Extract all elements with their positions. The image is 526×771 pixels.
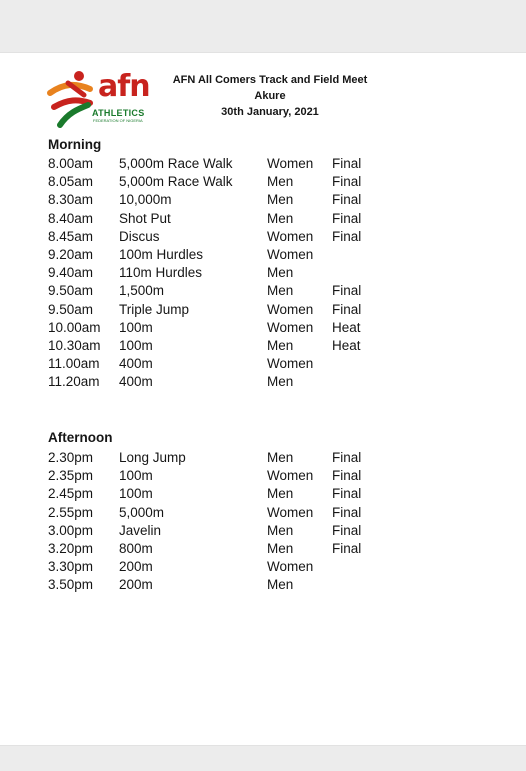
time-cell: 2.35pm: [48, 468, 94, 484]
event-cell: 100m: [119, 468, 153, 484]
round-cell: Final: [332, 228, 362, 244]
gender-cell: Men: [267, 577, 294, 593]
morning-heading: Morning: [48, 137, 102, 152]
time-cell: 8.05am: [48, 174, 94, 190]
time-cell: 8.30am: [48, 192, 94, 208]
schedule-row: [0, 467, 526, 485]
gender-cell: Men: [267, 192, 294, 208]
gender-cell: Women: [267, 468, 314, 484]
gender-cell: Women: [267, 559, 314, 575]
event-cell: 110m Hurdles: [119, 265, 203, 281]
schedule-row: [0, 155, 526, 173]
gender-cell: Men: [267, 486, 294, 502]
round-cell: Final: [332, 192, 362, 208]
schedule-row: [0, 522, 526, 540]
event-cell: 800m: [119, 541, 153, 556]
gender-cell: Women: [267, 156, 314, 171]
gender-cell: Men: [267, 210, 294, 226]
schedule-row: [0, 264, 526, 282]
gender-cell: Men: [267, 541, 294, 556]
schedule-row: [0, 540, 526, 558]
bottom-bar: [0, 745, 526, 771]
gender-cell: Men: [267, 174, 294, 190]
round-cell: Heat: [332, 338, 361, 353]
time-cell: 2.55pm: [48, 504, 94, 520]
event-cell: 200m: [119, 559, 153, 575]
schedule-row: [0, 228, 526, 246]
time-cell: 2.30pm: [48, 450, 94, 465]
event-cell: 5,000m: [119, 504, 165, 520]
document-title: AFN All Comers Track and Field Meet: [172, 74, 368, 86]
top-bar: [0, 0, 526, 53]
event-cell: 200m: [119, 577, 153, 593]
schedule-row: [0, 301, 526, 319]
round-cell: Final: [332, 156, 362, 171]
schedule-row: [0, 282, 526, 300]
gender-cell: Women: [267, 228, 314, 244]
time-cell: 11.00am: [48, 356, 100, 372]
event-cell: Shot Put: [119, 210, 171, 226]
event-cell: Discus: [119, 228, 160, 244]
schedule-row: [0, 504, 526, 522]
schedule-row: [0, 485, 526, 503]
time-cell: 8.00am: [48, 156, 94, 171]
gender-cell: Men: [267, 522, 294, 538]
time-cell: 9.40am: [48, 265, 94, 281]
schedule-row: [0, 246, 526, 264]
event-cell: 10,000m: [119, 192, 172, 208]
event-cell: 100m: [119, 319, 153, 335]
time-cell: 3.00pm: [48, 522, 94, 538]
schedule-row: [0, 319, 526, 337]
event-cell: 400m: [119, 356, 153, 372]
gender-cell: Men: [267, 265, 294, 281]
time-cell: 9.20am: [48, 247, 94, 262]
schedule-row: [0, 373, 526, 391]
time-cell: 11.20am: [48, 374, 100, 390]
gender-cell: Men: [267, 338, 294, 353]
round-cell: Final: [332, 450, 362, 465]
time-cell: 9.50am: [48, 283, 94, 299]
event-cell: 100m: [119, 338, 153, 353]
time-cell: 3.20pm: [48, 541, 94, 556]
gender-cell: Women: [267, 301, 314, 317]
schedule-row: [0, 449, 526, 467]
round-cell: Final: [332, 283, 362, 299]
round-cell: Final: [332, 541, 362, 556]
round-cell: Final: [332, 301, 362, 317]
date: 30th January, 2021: [221, 106, 319, 118]
afternoon-heading: Afternoon: [48, 430, 113, 445]
schedule-row: [0, 173, 526, 191]
event-cell: 5,000m Race Walk: [119, 174, 233, 190]
gender-cell: Women: [267, 504, 314, 520]
round-cell: Final: [332, 522, 362, 538]
venue: Akure: [254, 90, 286, 102]
time-cell: 3.30pm: [48, 559, 94, 575]
event-cell: 100m: [119, 486, 153, 502]
schedule-row: [0, 337, 526, 355]
schedule-row: [0, 558, 526, 576]
gender-cell: Women: [267, 356, 314, 372]
time-cell: 8.40am: [48, 210, 94, 226]
round-cell: Final: [332, 174, 362, 190]
gender-cell: Men: [267, 283, 294, 299]
time-cell: 8.45am: [48, 228, 94, 244]
round-cell: Heat: [332, 319, 361, 335]
schedule-row: [0, 355, 526, 373]
time-cell: 3.50pm: [48, 577, 94, 593]
round-cell: Final: [332, 504, 362, 520]
logo-subtitle: ATHLETICS: [92, 108, 145, 118]
event-cell: Javelin: [119, 522, 162, 538]
gender-cell: Men: [267, 374, 294, 390]
gender-cell: Women: [267, 319, 314, 335]
round-cell: Final: [332, 486, 362, 502]
gender-cell: Women: [267, 247, 314, 262]
event-cell: 100m Hurdles: [119, 247, 204, 262]
event-cell: Long Jump: [119, 450, 186, 465]
logo-federation: FEDERATION OF NIGERIA: [93, 118, 143, 123]
time-cell: 10.00am: [48, 319, 101, 335]
round-cell: Final: [332, 468, 362, 484]
time-cell: 9.50am: [48, 301, 94, 317]
schedule-row: [0, 576, 526, 594]
event-cell: 5,000m Race Walk: [119, 156, 233, 171]
time-cell: 2.45pm: [48, 486, 94, 502]
time-cell: 10.30am: [48, 338, 101, 353]
event-cell: 1,500m: [119, 283, 165, 299]
logo-text: afn: [98, 69, 150, 104]
gender-cell: Men: [267, 450, 294, 465]
schedule-row: [0, 210, 526, 228]
round-cell: Final: [332, 210, 362, 226]
event-cell: Triple Jump: [119, 301, 190, 317]
schedule-row: [0, 191, 526, 209]
event-cell: 400m: [119, 374, 153, 390]
